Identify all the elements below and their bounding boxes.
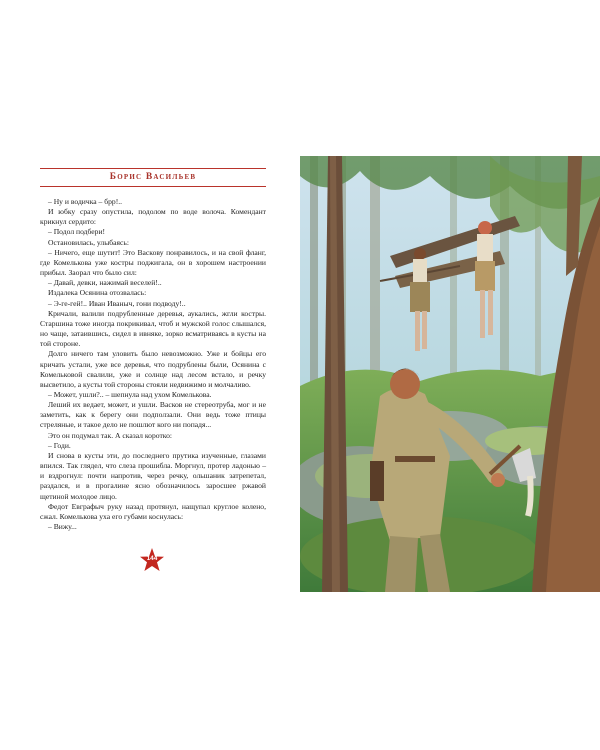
paragraph: – Годи. <box>48 440 71 450</box>
paragraph: Издалека Осянина отозвалась: <box>48 288 147 298</box>
paragraph: – Э-ге-гей!.. Иван Иваныч, гони подводу!.. <box>48 298 186 308</box>
forest-scene-illustration <box>300 156 600 592</box>
paragraph: – Ну и водичка – брр!.. <box>48 197 123 206</box>
paragraph: Кричали, валили подрубленные деревья, аукались, жгли костры. Старшина тоже иногда покрикивал, чтоб и мужской голос слышался, но чаще, затаившись, сидел в ивняке, зорко всматриваясь в кусты на той стороне. <box>40 308 266 349</box>
header-rule-bottom <box>40 186 266 187</box>
paragraph: – Подол подбери! <box>48 227 106 237</box>
paragraph: И юбку сразу опустила, подолом по воде волоча. Комендант крикнул сердито: <box>40 207 266 227</box>
paragraph: – Давай, девки, нажимай веселей!.. <box>48 278 162 288</box>
body-text <box>40 197 266 532</box>
paragraph: Это он подумал так. А сказал коротко: <box>48 430 172 440</box>
paragraph: – Ничего, еще шутит! Это Васкову понравилось, и на свой фланг, где Комелькова уже костры поджигала, он в хорошем настроении прибыл. Заорал что было сил: <box>40 247 266 278</box>
running-header <box>40 168 266 187</box>
paragraph: И снова в кусты эти, до последнего прутика изученные, глазами впился. Так глядел, что слеза прошибла. Моргнул, протер ладонью – и вздрогнул: почти напротив, через речку, ольшаник затрепетал, раздался, и в прогалине ясно обозначилось заросшее ржавой щетиной молодое лицо. <box>40 450 266 501</box>
running-header-title: Борис Васильев <box>109 172 197 182</box>
paragraph: Леший их ведает, может, и ушли. Васков не стереотруба, мог и не заметить, как к берегу они подползали. Они ведь тоже птицы стреляные, и такое дело не пошлют кого ни попадя... <box>40 400 266 430</box>
page-number: 144 <box>146 555 158 562</box>
page-number-star <box>139 547 165 573</box>
header-rule-top <box>40 168 266 169</box>
illustration <box>300 156 600 592</box>
paragraph: – Вижу... <box>48 522 77 531</box>
paragraph: Долго ничего там уловить было невозможно. Уже и бойцы его кричать устали, уже все деревья, что подрублены были, Осянина с Комельковой свалили, уже и солнце над лесом встало, и речку высветило, а кусты той стороны стояли недвижимо и молчаливо. <box>40 349 266 389</box>
paragraph: Федот Евграфыч руку назад протянул, нащупал круглое колено, сжал. Комелькова уха его губами коснулась: <box>40 501 266 521</box>
paragraph: – Может, ушли?.. – шепнула над ухом Комелькова. <box>48 389 212 399</box>
paragraph: Остановилась, улыбаясь: <box>48 237 129 247</box>
